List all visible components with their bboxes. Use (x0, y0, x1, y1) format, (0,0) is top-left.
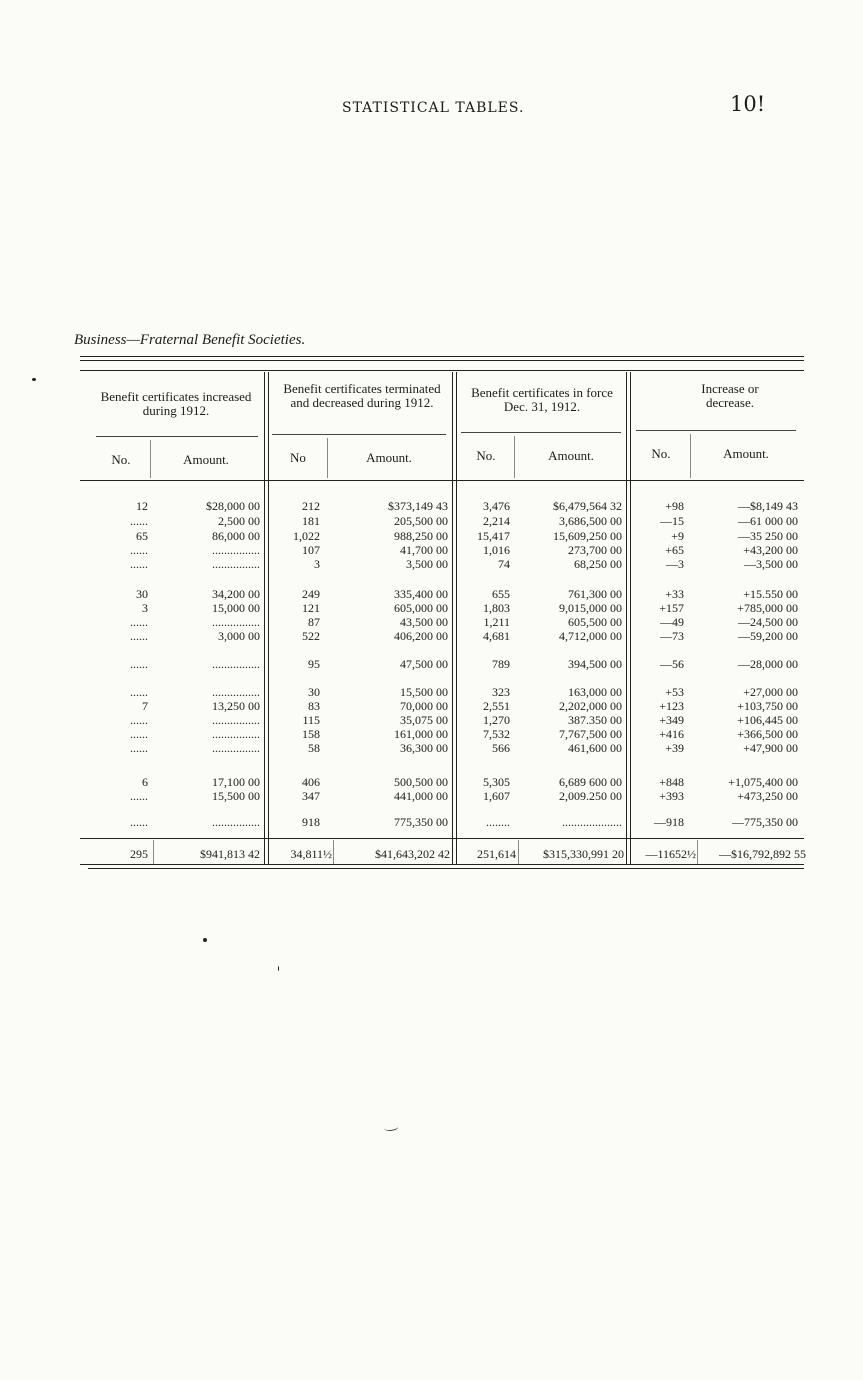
total-cell: $315,330,991 20 (543, 847, 624, 861)
table-cell: +33 (665, 587, 684, 601)
table-cell: 15,417 (477, 529, 510, 543)
table-cell: 605,000 00 (394, 601, 448, 615)
table-cell: —35 250 00 (738, 529, 798, 543)
table-cell: +9 (671, 529, 684, 543)
table-cell: ...... (130, 713, 148, 727)
table-cell: 775,350 00 (394, 815, 448, 829)
table-cell: 441,000 00 (394, 789, 448, 803)
table-cell: 86,000 00 (212, 529, 260, 543)
table-cell: 323 (492, 685, 510, 699)
table-cell: 36,300 00 (400, 741, 448, 755)
table-cell: 406,200 00 (394, 629, 448, 643)
table-cell: 35,075 00 (400, 713, 448, 727)
group-separator (264, 372, 265, 865)
table-cell: 13,250 00 (212, 699, 260, 713)
table-cell: +43,200 00 (743, 543, 798, 557)
group-rule (461, 432, 621, 433)
table-cell: —918 (654, 815, 684, 829)
table-cell: +123 (659, 699, 684, 713)
total-cell: 34,811½ (290, 847, 332, 861)
header-bottom-rule (80, 480, 804, 481)
table-cell: 58 (308, 741, 320, 755)
table-cell: 70,000 00 (400, 699, 448, 713)
table-cell: 789 (492, 657, 510, 671)
group-header-in-force: Benefit certificates in force Dec. 31, 1912. (471, 385, 613, 414)
table-cell: 347 (302, 789, 320, 803)
table-cell: ...... (130, 727, 148, 741)
col-header-amount: Amount. (183, 452, 229, 467)
table-cell: —28,000 00 (738, 657, 798, 671)
total-cell: $941,813 42 (200, 847, 260, 861)
table-cell: 3,000 00 (218, 629, 260, 643)
table-cell: 988,250 00 (394, 529, 448, 543)
table-cell: 115 (302, 713, 320, 727)
table-cell: +53 (665, 685, 684, 699)
table-cell: 158 (302, 727, 320, 741)
table-title: Business—Fraternal Benefit Societies. (74, 332, 306, 348)
table-cell: $6,479,564 32 (553, 499, 622, 513)
table-cell: +103,750 00 (737, 699, 798, 713)
table-cell: 83 (308, 699, 320, 713)
col-header-no: No. (651, 446, 671, 461)
table-cell: —49 (660, 615, 684, 629)
table-cell: ................ (212, 557, 260, 571)
page-number: 10! (730, 92, 766, 116)
scan-speck (32, 378, 36, 381)
scan-speck (203, 938, 207, 942)
table-cell: 761,300 00 (568, 587, 622, 601)
table-cell: 12 (136, 499, 148, 513)
table-cell: ................ (212, 741, 260, 755)
table-cell: 461,600 00 (568, 741, 622, 755)
table-cell: ................ (212, 727, 260, 741)
table-cell: +39 (665, 741, 684, 755)
table-cell: ...... (130, 543, 148, 557)
table-cell: 41,700 00 (400, 543, 448, 557)
group-rule (636, 430, 796, 431)
table-cell: 3,686,500 00 (559, 514, 622, 528)
top-rule-double (80, 360, 804, 361)
table-cell: 500,500 00 (394, 775, 448, 789)
table-cell: ................ (212, 615, 260, 629)
table-cell: +366,500 00 (737, 727, 798, 741)
table-cell: 34,200 00 (212, 587, 260, 601)
table-cell: 4,712,000 00 (559, 629, 622, 643)
table-cell: —56 (660, 657, 684, 671)
table-cell: ...... (130, 657, 148, 671)
table-cell: 65 (136, 529, 148, 543)
table-cell: —15 (660, 514, 684, 528)
table-cell: 6,689 600 00 (559, 775, 622, 789)
col-header-no: No. (111, 452, 131, 467)
table-cell: +393 (659, 789, 684, 803)
table-cell: +848 (659, 775, 684, 789)
table-cell: +47,900 00 (743, 741, 798, 755)
group-header-change: Increase or decrease. (701, 381, 759, 410)
table-cell: ...... (130, 557, 148, 571)
table-cell: 655 (492, 587, 510, 601)
table-cell: 2,202,000 00 (559, 699, 622, 713)
group-separator (456, 372, 457, 865)
bottom-rule-double (88, 868, 804, 869)
table-cell: 4,681 (483, 629, 510, 643)
table-cell: 605,500 00 (568, 615, 622, 629)
table-cell: 3 (142, 601, 148, 615)
group-rule (96, 436, 258, 437)
table-cell: +416 (659, 727, 684, 741)
group-separator (268, 372, 269, 865)
table-cell: ...... (130, 685, 148, 699)
table-cell: 212 (302, 499, 320, 513)
table-cell: 918 (302, 815, 320, 829)
table-cell: 3 (314, 557, 320, 571)
scan-mark (383, 1123, 398, 1133)
table-cell: .................... (562, 815, 622, 829)
table-cell: 47,500 00 (400, 657, 448, 671)
col-header-amount: Amount. (723, 446, 769, 461)
table-cell: ...... (130, 615, 148, 629)
table-cell: 9,015,000 00 (559, 601, 622, 615)
table-cell: +349 (659, 713, 684, 727)
group-rule (272, 434, 446, 435)
running-head: STATISTICAL TABLES. (342, 100, 525, 116)
table-cell: ...... (130, 741, 148, 755)
table-cell: $373,149 43 (388, 499, 448, 513)
table-cell: 2,500 00 (218, 514, 260, 528)
table-cell: 43,500 00 (400, 615, 448, 629)
table-cell: 74 (498, 557, 510, 571)
table-cell: ................ (212, 657, 260, 671)
table-cell: 3,500 00 (406, 557, 448, 571)
table-cell: 6 (142, 775, 148, 789)
group-separator (452, 372, 453, 865)
table-cell: 1,803 (483, 601, 510, 615)
total-rule (80, 838, 804, 839)
bottom-rule (80, 864, 804, 865)
table-cell: 161,000 00 (394, 727, 448, 741)
col-header-amount: Amount. (366, 450, 412, 465)
total-cell: 295 (130, 847, 148, 861)
group-header-terminated: Benefit certificates terminated and decreased during 1912. (283, 381, 441, 410)
table-cell: —59,200 00 (738, 629, 798, 643)
table-cell: —$8,149 43 (738, 499, 798, 513)
table-cell: 205,500 00 (394, 514, 448, 528)
total-cell: 251,614 (477, 847, 516, 861)
table-cell: ................ (212, 815, 260, 829)
table-cell: 5,305 (483, 775, 510, 789)
col-header-no: No. (476, 448, 496, 463)
scan-speck (278, 966, 279, 971)
table-cell: —61 000 00 (738, 514, 798, 528)
column-separator (153, 840, 154, 864)
table-cell: 95 (308, 657, 320, 671)
table-cell: 121 (302, 601, 320, 615)
table-cell: ................ (212, 685, 260, 699)
table-cell: 335,400 00 (394, 587, 448, 601)
table-cell: —775,350 00 (732, 815, 798, 829)
table-cell: +65 (665, 543, 684, 557)
table-cell: ...... (130, 789, 148, 803)
table-cell: ........ (486, 815, 510, 829)
table-cell: +473,250 00 (737, 789, 798, 803)
group-separator (626, 372, 627, 865)
table-cell: +98 (665, 499, 684, 513)
table-cell: 273,700 00 (568, 543, 622, 557)
col-header-amount: Amount. (548, 448, 594, 463)
table-cell: —24,500 00 (738, 615, 798, 629)
table-cell: 1,016 (483, 543, 510, 557)
page-header (0, 92, 863, 120)
table-cell: 249 (302, 587, 320, 601)
group-header-increased: Benefit certificates increased during 1912. (100, 389, 252, 418)
table-cell: 2,551 (483, 699, 510, 713)
table-cell: 2,214 (483, 514, 510, 528)
table-cell: ................ (212, 713, 260, 727)
top-rule (80, 356, 804, 357)
table-cell: ................ (212, 543, 260, 557)
table-cell: —3 (666, 557, 684, 571)
table-cell: 7,532 (483, 727, 510, 741)
table-cell: 1,607 (483, 789, 510, 803)
table-cell: 1,211 (483, 615, 510, 629)
table-cell: +157 (659, 601, 684, 615)
table-cell: +1,075,400 00 (728, 775, 798, 789)
column-separator (514, 436, 515, 478)
table-cell: 522 (302, 629, 320, 643)
table-cell: 17,100 00 (212, 775, 260, 789)
table-cell: 15,000 00 (212, 601, 260, 615)
table-cell: 2,009.250 00 (559, 789, 622, 803)
table-cell: 68,250 00 (574, 557, 622, 571)
table-cell: 1,270 (483, 713, 510, 727)
total-cell: $41,643,202 42 (375, 847, 450, 861)
column-separator (690, 434, 691, 478)
table-cell: 566 (492, 741, 510, 755)
column-separator (327, 438, 328, 478)
table-cell: ...... (130, 629, 148, 643)
group-separator (630, 372, 631, 865)
table-cell: 30 (136, 587, 148, 601)
col-header-no: No (290, 450, 306, 465)
table-cell: 181 (302, 514, 320, 528)
table-cell: —3,500 00 (744, 557, 798, 571)
table-cell: +27,000 00 (743, 685, 798, 699)
column-separator (150, 440, 151, 478)
table-cell: 15,500 00 (212, 789, 260, 803)
table-cell: 406 (302, 775, 320, 789)
table-cell: 387.350 00 (568, 713, 622, 727)
table-cell: 7,767,500 00 (559, 727, 622, 741)
table-cell: +106,445 00 (737, 713, 798, 727)
table-cell: 15,500 00 (400, 685, 448, 699)
table-cell: 30 (308, 685, 320, 699)
table-cell: 15,609,250 00 (553, 529, 622, 543)
table-cell: $28,000 00 (206, 499, 260, 513)
table-cell: —73 (660, 629, 684, 643)
table-cell: 107 (302, 543, 320, 557)
total-cell: —11652½ (645, 847, 696, 861)
total-cell: —$16,792,892 55 (719, 847, 806, 861)
table-cell: +785,000 00 (737, 601, 798, 615)
table-cell: 87 (308, 615, 320, 629)
table-cell: 394,500 00 (568, 657, 622, 671)
table-cell: 1,022 (293, 529, 320, 543)
table-cell: ...... (130, 514, 148, 528)
header-top-rule (80, 370, 804, 371)
table-cell: 163,000 00 (568, 685, 622, 699)
table-cell: ...... (130, 815, 148, 829)
table-cell: +15.550 00 (743, 587, 798, 601)
table-cell: 7 (142, 699, 148, 713)
column-separator (333, 840, 334, 864)
table-cell: 3,476 (483, 499, 510, 513)
